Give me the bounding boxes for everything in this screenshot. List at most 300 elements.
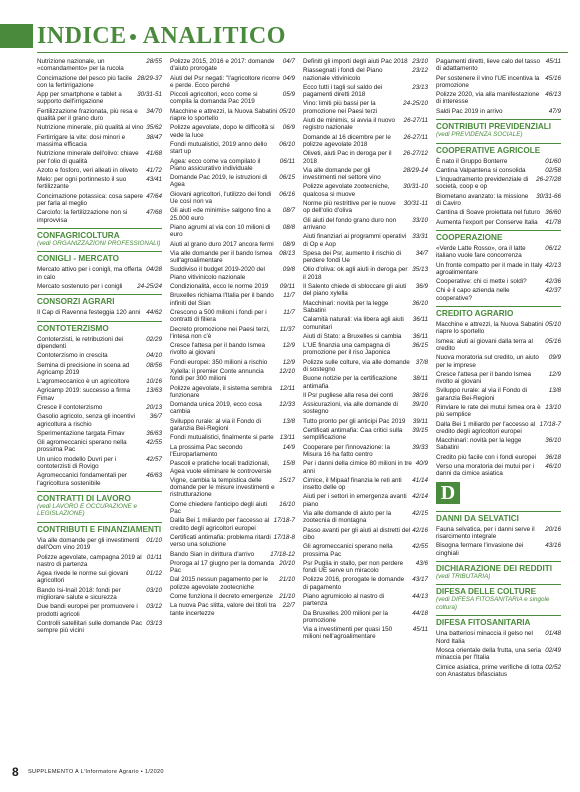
entry-page-ref: 39/33 bbox=[412, 443, 428, 451]
entry-title: Polizze 2016, prorogate le domande di pagamento bbox=[303, 576, 405, 591]
entry-page-ref: 46/13 bbox=[545, 91, 561, 99]
entry-title: Dalla Bei 1 miliardo per l'accesso al credito degli agricoltori europei bbox=[170, 517, 270, 532]
entry-title: Dal 2015 nessun pagamento per le polizze agevolate zootecniche bbox=[170, 576, 269, 591]
index-entry bbox=[303, 67, 428, 82]
entry-page-ref: 38/16 bbox=[412, 391, 428, 399]
entry-title: Aiuti de minimis, si avvia il nuovo registro nazionale bbox=[303, 117, 396, 132]
section-cross-reference: (vedi DIFESA FITOSANITARIA e singole coltura) bbox=[436, 596, 550, 611]
entry-page-ref: 06/9 bbox=[282, 124, 295, 132]
section-title: CONIGLI - MERCATO bbox=[37, 251, 162, 263]
index-entry bbox=[37, 537, 162, 552]
entry-title: Via alle domande per il bando Ismea sull'agroalimentare bbox=[170, 249, 273, 265]
index-entry bbox=[303, 183, 428, 198]
section-cross-reference: (vedi ORGANIZZAZIONI PROFESSIONALI) bbox=[37, 239, 161, 247]
entry-page-ref: 06/15 bbox=[279, 174, 295, 182]
entry-title: Dalla Bei 1 miliardo per l'accesso al credito degli agricoltori europei bbox=[436, 420, 536, 435]
entry-title: Bando Isi-Inail 2018: fondi per migliorare salute e sicurezza bbox=[37, 586, 121, 602]
entry-title: Spesa dei Psr, aumento il rischio di perdere fondi Ue bbox=[303, 249, 402, 265]
entry-page-ref: 41/78 bbox=[545, 218, 561, 226]
entry-page-ref: 01/48 bbox=[545, 630, 561, 638]
index-entry bbox=[303, 560, 428, 575]
entry-title: Oliveti, aiuti Pac in deroga per il 2018 bbox=[303, 150, 392, 165]
entry-title: Xylella: il premier Conte annuncia fondi per 300 milioni bbox=[170, 367, 264, 383]
index-entry bbox=[170, 326, 295, 341]
entry-title: Sperimentazione targata Fimav bbox=[37, 429, 125, 437]
entry-page-ref: 35/62 bbox=[146, 124, 162, 132]
entry-page-ref: 05/10 bbox=[545, 321, 561, 329]
entry-title: Fondi mutualistici, 2019 anno dello start up bbox=[170, 140, 267, 156]
entry-title: Agromeccanici fondamentali per l'agricoltura sostenibile bbox=[37, 472, 127, 487]
entry-page-ref: 13/63 bbox=[146, 387, 162, 395]
entry-page-ref: 02/49 bbox=[545, 646, 561, 654]
entry-page-ref: 08/7 bbox=[282, 207, 295, 215]
entry-title: Contoterzisti, le retribuzioni dei dipendenti bbox=[37, 335, 124, 350]
title-dot-icon bbox=[130, 34, 136, 40]
index-entry bbox=[170, 141, 295, 156]
entry-page-ref: 44/13 bbox=[412, 593, 428, 600]
index-entry bbox=[170, 359, 295, 366]
entry-page-ref: 01/12 bbox=[146, 570, 162, 578]
entry-page-ref: 43/16 bbox=[545, 542, 561, 550]
entry-page-ref: 33/31 bbox=[412, 233, 428, 241]
entry-title: Nutrizione nazionale, un «comandamento» per la rucola bbox=[37, 58, 124, 73]
section-title: CONTOTERZISMO bbox=[37, 321, 162, 333]
entry-title: Gli aiuti del fondo grano duro non arrivano bbox=[303, 216, 397, 231]
entry-page-ref: 30/31-66 bbox=[536, 192, 561, 200]
index-entry bbox=[170, 342, 295, 357]
entry-title: Piano agrumi al via con 10 milioni di euro bbox=[170, 223, 271, 239]
entry-title: Aiuti per i settori in emergenza avanti piano bbox=[303, 493, 407, 508]
entry-page-ref: 08/13 bbox=[279, 249, 295, 257]
entry-title: Assicurazioni, via alle domande di sostegno bbox=[303, 401, 398, 416]
entry-title: Cooperative: chi ci mette i soldi? bbox=[436, 278, 527, 286]
entry-page-ref: 05/10 bbox=[279, 107, 295, 115]
entry-page-ref: 05/9 bbox=[282, 91, 295, 99]
entry-title: Sviluppo rurale: al via il Fondo di garanzia Bei-Regioni bbox=[170, 417, 262, 433]
index-entry bbox=[303, 418, 428, 425]
entry-title: Agea: ecco come va compilato il Piano assicurativo individuale bbox=[170, 157, 261, 172]
index-entry bbox=[436, 158, 561, 165]
entry-page-ref: 42/16 bbox=[412, 526, 428, 534]
entry-page-ref: 13/8 bbox=[282, 417, 295, 425]
section-title: CONTRIBUTI PREVIDENZIALI bbox=[436, 119, 561, 131]
index-entry bbox=[170, 91, 295, 106]
index-entry bbox=[37, 620, 162, 635]
index-entry bbox=[37, 91, 162, 106]
index-entry bbox=[436, 321, 561, 336]
index-entry bbox=[436, 176, 561, 191]
entry-title: Gasolio agricolo, senza gli incentivi agricoltura a rischio bbox=[37, 413, 136, 428]
index-entry bbox=[303, 460, 428, 475]
index-entry bbox=[170, 593, 295, 600]
entry-title: È nato il Gruppo Bonterre bbox=[436, 157, 508, 165]
entry-title: Il Salento chiede di sbloccare gli aiuti del piano xylella bbox=[303, 283, 407, 298]
entry-title: Per sostenere il vino l'UE incentiva la promozione bbox=[436, 74, 540, 89]
index-entry bbox=[436, 108, 561, 115]
index-entry bbox=[436, 167, 561, 174]
index-entry bbox=[303, 375, 428, 390]
index-entry bbox=[303, 117, 428, 132]
entry-page-ref: 30/31-51 bbox=[137, 91, 162, 99]
entry-page-ref: 43/6 bbox=[415, 559, 428, 567]
header-rule bbox=[37, 52, 568, 53]
index-entry bbox=[170, 250, 295, 265]
index-entry bbox=[436, 526, 561, 541]
entry-page-ref: 24-25/10 bbox=[403, 100, 428, 108]
index-entry bbox=[170, 576, 295, 591]
entry-page-ref: 12/11 bbox=[279, 384, 295, 392]
index-entry bbox=[303, 100, 428, 115]
entry-title: Come funziona il decreto emergenze bbox=[170, 593, 273, 600]
section-heading bbox=[37, 294, 162, 306]
section-heading bbox=[436, 143, 561, 155]
entry-title: Per i danni della cimice 80 milioni in tre anni bbox=[303, 460, 412, 475]
index-entry bbox=[170, 602, 295, 617]
index-entry bbox=[170, 241, 295, 248]
entry-page-ref: 45/11 bbox=[545, 58, 561, 65]
entry-page-ref: 36/63 bbox=[146, 429, 162, 437]
entry-title: Polizze agevolate, dopo le difficoltà si vede la luce bbox=[170, 124, 275, 139]
index-entry bbox=[303, 333, 428, 340]
index-columns bbox=[37, 58, 567, 754]
entry-title: Polizze 2020, via alla manifestazione di interesse bbox=[436, 91, 540, 106]
entry-title: Ecco tutti i tagli sul saldo dei pagamenti diretti 2018 bbox=[303, 83, 383, 99]
index-entry bbox=[37, 570, 162, 585]
entry-page-ref: 35/13 bbox=[412, 266, 428, 274]
entry-title: Una batteriosi minaccia il gelso nel Nord Italia bbox=[436, 630, 533, 645]
section-letter-d: D bbox=[436, 482, 460, 504]
index-entry bbox=[37, 209, 162, 224]
entry-page-ref: 38/47 bbox=[146, 133, 162, 141]
entry-page-ref: 03/13 bbox=[146, 619, 162, 627]
entry-page-ref: 20/10 bbox=[279, 559, 295, 567]
entry-title: L'UE finanzia una campagna di promozione per il riso Japonica bbox=[303, 342, 391, 357]
index-entry bbox=[170, 401, 295, 416]
entry-page-ref: 12/33 bbox=[279, 401, 295, 409]
entry-page-ref: 42/36 bbox=[545, 278, 561, 286]
index-entry bbox=[170, 434, 295, 441]
index-entry bbox=[436, 75, 561, 90]
entry-page-ref: 37/8 bbox=[415, 358, 428, 366]
index-entry bbox=[170, 551, 295, 558]
index-entry bbox=[436, 664, 561, 679]
entry-title: Polizze sulle colture, via alle domande di sostegno bbox=[303, 358, 410, 373]
entry-title: Aiuti di Stato: a Bruxelles si cambia bbox=[303, 332, 402, 340]
entry-page-ref: 41/14 bbox=[412, 476, 428, 484]
entry-title: Bisogna fermare l'invasione dei cinghiali bbox=[436, 542, 524, 557]
entry-page-ref: 09/11 bbox=[279, 283, 295, 291]
entry-page-ref: 02/58 bbox=[545, 166, 561, 174]
entry-page-ref: 17/18-8 bbox=[273, 533, 295, 541]
header-accent-bar bbox=[0, 24, 33, 48]
section-heading bbox=[37, 321, 162, 333]
index-entry bbox=[37, 150, 162, 165]
entry-page-ref: 13/10 bbox=[545, 404, 561, 411]
entry-page-ref: 12/9 bbox=[282, 342, 295, 350]
entry-page-ref: 23/12 bbox=[412, 67, 428, 75]
entry-title: Aiuti al grano duro 2017 ancora fermi bbox=[170, 240, 274, 248]
page-header bbox=[0, 22, 580, 52]
entry-page-ref: 43/41 bbox=[146, 176, 162, 184]
index-entry bbox=[170, 534, 295, 549]
entry-title: Il Cap di Ravenna festeggia 120 anni bbox=[37, 309, 141, 317]
entry-page-ref: 42/15 bbox=[412, 510, 428, 518]
entry-page-ref: 33/10 bbox=[412, 216, 428, 224]
entry-page-ref: 36/18 bbox=[545, 453, 561, 461]
entry-title: Proroga al 17 giugno per la domanda Pac bbox=[170, 559, 274, 575]
index-entry bbox=[436, 542, 561, 557]
entry-page-ref: 06/10 bbox=[279, 140, 295, 148]
entry-title: Saldi Pac 2019 in arrivo bbox=[436, 107, 503, 115]
index-entry bbox=[436, 209, 561, 216]
index-entry bbox=[37, 167, 162, 174]
entry-page-ref: 36/10 bbox=[412, 299, 428, 307]
index-entry bbox=[37, 603, 162, 618]
index-entry bbox=[37, 413, 162, 428]
index-entry bbox=[37, 430, 162, 437]
entry-title: Tutto pronto per gli anticipi Pac 2019 bbox=[303, 417, 406, 425]
entry-page-ref: 12/9 bbox=[548, 370, 561, 378]
entry-title: Piccoli agricoltori, ecco come si compila la domanda Pac 2019 bbox=[170, 91, 258, 106]
entry-page-ref: 36/15 bbox=[412, 342, 428, 350]
entry-page-ref: 04/7 bbox=[282, 58, 295, 65]
entry-title: Vigne, cambia la tempistica delle domande per le misure investimenti e ristrutturazione bbox=[170, 476, 275, 499]
entry-title: Agea rivede le norme sui giovani agricoltori bbox=[37, 570, 129, 585]
index-entry bbox=[170, 266, 295, 281]
entry-page-ref: 36/60 bbox=[545, 209, 561, 217]
entry-page-ref: 06/16 bbox=[279, 190, 295, 198]
section-heading bbox=[436, 561, 561, 581]
entry-page-ref: 39/10 bbox=[412, 401, 428, 409]
index-entry bbox=[170, 477, 295, 499]
section-heading bbox=[37, 491, 162, 518]
index-entry bbox=[170, 75, 295, 90]
index-entry bbox=[303, 250, 428, 265]
index-entry bbox=[436, 630, 561, 645]
index-entry bbox=[303, 610, 428, 625]
entry-page-ref: 26-27/11 bbox=[403, 117, 428, 125]
entry-page-ref: 01/11 bbox=[146, 553, 162, 561]
entry-title: Polizze agevolate, il sistema sembra funzionare bbox=[170, 384, 272, 399]
index-entry bbox=[436, 338, 561, 353]
entry-page-ref: 42/57 bbox=[146, 455, 162, 463]
section-title: CREDITO AGRARIO bbox=[436, 306, 561, 318]
entry-title: Via alle domande di aiuto per la zootecnia di montagna bbox=[303, 510, 392, 525]
index-entry bbox=[303, 167, 428, 182]
entry-page-ref: 38/11 bbox=[412, 375, 428, 383]
entry-page-ref: 20/16 bbox=[545, 525, 561, 533]
entry-title: Definiti gli importi degli aiuti Pac 2018 bbox=[303, 58, 408, 65]
entry-page-ref: 11/37 bbox=[279, 325, 295, 333]
entry-title: Passo avanti per gli aiuti al distretti del cibo bbox=[303, 526, 411, 541]
entry-title: Un fronte compatto per il made in Italy agroalimentare bbox=[436, 261, 543, 276]
index-entry bbox=[303, 342, 428, 357]
index-entry bbox=[436, 245, 561, 260]
index-entry bbox=[303, 510, 428, 525]
index-entry bbox=[37, 554, 162, 569]
index-entry bbox=[436, 647, 561, 662]
section-heading bbox=[37, 228, 162, 248]
index-entry bbox=[37, 456, 162, 471]
index-entry bbox=[436, 58, 561, 73]
entry-page-ref: 34/70 bbox=[146, 107, 162, 115]
index-entry bbox=[436, 463, 561, 478]
entry-title: Carciofo: la fertilizzazione non si improvvisa bbox=[37, 209, 128, 224]
entry-title: Piano agrumicolo al nastro di partenza bbox=[303, 593, 385, 608]
entry-title: Agricamp 2019: successo a firma Fimav bbox=[37, 387, 131, 402]
index-entry bbox=[436, 437, 561, 452]
entry-title: Macchinari: novità per la legge Sabatini bbox=[436, 437, 522, 452]
entry-page-ref: 13/8 bbox=[548, 387, 561, 395]
section-title: COOPERATIVE AGRICOLE bbox=[436, 143, 561, 155]
entry-page-ref: 36/9 bbox=[415, 283, 428, 291]
entry-title: Domande Pac 2019, le istruzioni di Agea bbox=[170, 174, 268, 189]
entry-page-ref: 12/9 bbox=[282, 358, 295, 366]
entry-page-ref: 39/11 bbox=[412, 417, 428, 425]
entry-title: Due bandi europei per promuovere i prodotti agricoli bbox=[37, 603, 138, 618]
entry-title: Cimice, il Mipaaf finanzia le reti anti insetto delle op bbox=[303, 476, 402, 492]
entry-title: «Verde Latte Rosso», ora il latte italiano vuole fare concorrenza bbox=[436, 244, 526, 260]
entry-page-ref: 26-27/11 bbox=[403, 133, 428, 141]
index-entry bbox=[303, 217, 428, 232]
entry-title: Suddiviso il budget 2019-2020 del Piano vitivinicolo nazionale bbox=[170, 266, 265, 281]
entry-page-ref: 02/52 bbox=[545, 663, 561, 671]
entry-page-ref: 42/55 bbox=[412, 543, 428, 551]
entry-page-ref: 21/10 bbox=[279, 576, 295, 584]
entry-title: Macchinari: novità per la legge Sabatini bbox=[303, 299, 389, 314]
index-entry bbox=[37, 587, 162, 602]
section-title: CONFAGRICOLTURA bbox=[37, 228, 162, 240]
index-entry bbox=[170, 207, 295, 222]
entry-title: Ismea: aiuti ai giovani dalla terra al credito bbox=[436, 337, 533, 352]
entry-page-ref: 09/8 bbox=[282, 266, 295, 274]
section-heading bbox=[436, 511, 561, 523]
entry-title: Crescono a 500 milioni i fondi per i contratti di filiera bbox=[170, 308, 267, 324]
entry-title: Fertilizzazione frazionata, più resa e qualità per il grano duro bbox=[37, 107, 138, 123]
entry-page-ref: 04/9 bbox=[282, 74, 295, 82]
index-entry bbox=[170, 385, 295, 400]
index-entry bbox=[37, 309, 162, 316]
entry-page-ref: 47/64 bbox=[146, 192, 162, 200]
entry-title: Mercato sostenuto per i conigli bbox=[37, 283, 123, 291]
entry-title: Gli agromeccanici sperano nella prossima Pac bbox=[303, 543, 393, 558]
entry-title: Mercato attivo per i conigli, ma offerta in calo bbox=[37, 266, 142, 281]
entry-page-ref: 30/31-10 bbox=[403, 183, 428, 191]
index-entry bbox=[170, 292, 295, 307]
index-column-4 bbox=[436, 58, 561, 680]
section-heading bbox=[436, 306, 561, 318]
entry-page-ref: 10/16 bbox=[146, 378, 162, 386]
entry-title: Sviluppo rurale: al via il Fondo di garanzia Bei-Regioni bbox=[436, 387, 528, 402]
entry-title: Cooperare per l'innovazione: la Misura 16 ha fatto centro bbox=[303, 443, 390, 458]
entry-page-ref: 28/29-37 bbox=[137, 74, 162, 82]
entry-title: Psr Puglia in stallo, per non perdere fondi UE serve un miracolo bbox=[303, 559, 404, 575]
section-title: COOPERAZIONE bbox=[436, 230, 561, 242]
section-title: CONTRIBUTI E FINANZIAMENTI bbox=[37, 522, 162, 534]
entry-title: Norme più restrittive per le nuove op dell'olio d'oliva bbox=[303, 200, 396, 215]
index-entry bbox=[303, 266, 428, 281]
title-part2: ANALITICO bbox=[142, 23, 286, 49]
entry-page-ref: 17/18-7 bbox=[273, 517, 295, 525]
entry-page-ref: 16/10 bbox=[279, 500, 295, 508]
index-entry bbox=[37, 124, 162, 131]
footer-text: SUPPLEMENTO A L'Informatore Agrario • 1/2020 bbox=[28, 769, 164, 775]
entry-page-ref: 28/55 bbox=[146, 58, 162, 65]
index-entry bbox=[303, 58, 428, 65]
entry-title: Cantina Valpantena si consolida bbox=[436, 166, 526, 174]
index-column-3 bbox=[303, 58, 428, 643]
index-entry bbox=[303, 444, 428, 459]
entry-title: Biometano avanzato: la missione di Caviro bbox=[436, 192, 529, 208]
index-entry bbox=[436, 193, 561, 208]
index-entry bbox=[436, 421, 561, 436]
entry-page-ref: 45/11 bbox=[412, 626, 428, 634]
entry-title: Olio d'oliva: ok agli aiuti in deroga per il 2018 bbox=[303, 266, 408, 281]
index-entry bbox=[170, 444, 295, 459]
entry-page-ref: 36/11 bbox=[412, 316, 428, 324]
entry-page-ref: 40/9 bbox=[415, 460, 428, 468]
entry-title: Rinviare le rate dei mutui Ismea ora è più semplice bbox=[436, 404, 541, 419]
index-entry bbox=[37, 336, 162, 351]
entry-title: Fondi mutualistici, finalmente si parte bbox=[170, 434, 274, 442]
entry-title: Gli aiuti «de minimis» salgono fino a 25.000 euro bbox=[170, 207, 271, 222]
index-entry bbox=[436, 91, 561, 106]
entry-title: Concimazione potassica: cosa sapere per farla al meglio bbox=[37, 192, 144, 208]
entry-title: Macchine e attrezzi, la Nuova Sabatini riapre lo sportello bbox=[436, 321, 544, 336]
page-footer bbox=[0, 765, 580, 779]
index-entry bbox=[37, 266, 162, 281]
entry-title: Domanda unica 2019, ecco cosa cambia bbox=[170, 401, 262, 416]
entry-title: Azoto e fosforo, veri alleati in oliveto bbox=[37, 166, 138, 174]
entry-title: Nuova moratoria sul credito, un aiuto per le imprese bbox=[436, 354, 539, 369]
entry-title: Fertirrigare la vite: dosi minori e massima efficacia bbox=[37, 133, 126, 148]
entry-title: L'agromeccanico è un agricoltore bbox=[37, 378, 130, 386]
entry-title: La nuova Pac slitta, valore dei titoli tra tante incertezze bbox=[170, 602, 277, 617]
section-cross-reference: (vedi TRIBUTARIA) bbox=[436, 572, 491, 580]
entry-page-ref: 44/62 bbox=[146, 309, 162, 317]
entry-page-ref: 23/13 bbox=[412, 83, 428, 91]
entry-page-ref: 46/10 bbox=[545, 463, 561, 471]
section-cross-reference: (vedi LAVORO E OCCUPAZIONE e LEGISLAZIONE) bbox=[37, 502, 137, 518]
entry-page-ref: 47/9 bbox=[548, 107, 561, 115]
entry-title: Chi è il capo azienda nelle cooperative? bbox=[436, 287, 510, 302]
index-entry bbox=[303, 401, 428, 416]
index-entry bbox=[170, 158, 295, 173]
entry-page-ref: 08/9 bbox=[282, 240, 295, 248]
entry-title: Macchine e attrezzi, la Nuova Sabatini riapre lo sportello bbox=[170, 107, 278, 123]
entry-page-ref: 24-25/24 bbox=[137, 283, 162, 291]
index-entry bbox=[170, 108, 295, 123]
entry-page-ref: 44/18 bbox=[412, 609, 428, 617]
entry-title: Riassegnati i fondi del Piano nazionale vitivinicolo bbox=[303, 67, 383, 82]
index-entry bbox=[170, 124, 295, 139]
entry-title: Fondi europei: 350 milioni a rischio bbox=[170, 358, 268, 366]
entry-page-ref: 03/12 bbox=[146, 603, 162, 611]
index-entry bbox=[303, 283, 428, 298]
entry-title: Polizze agevolate zootecniche, qualcosa si muove bbox=[303, 183, 390, 198]
entry-page-ref: 20/13 bbox=[146, 404, 162, 411]
entry-title: Verso una moratoria dei mutui per i danni da cimice asiatica bbox=[436, 463, 535, 478]
entry-page-ref: 11/7 bbox=[283, 292, 295, 300]
entry-title: Via alle domande per gli investimenti nel settore vino bbox=[303, 166, 381, 182]
entry-title: Giovani agricoltori, l'utilizzo dei fondi Ue così non va bbox=[170, 190, 272, 206]
entry-title: Cimice asiatica, prime verifiche di lotta con Anastatus bifasciatus bbox=[436, 663, 544, 678]
entry-page-ref: 21/10 bbox=[279, 593, 295, 600]
entry-page-ref: 41/72 bbox=[146, 166, 162, 174]
entry-page-ref: 34/7 bbox=[415, 249, 428, 257]
index-entry bbox=[303, 626, 428, 641]
section-heading bbox=[436, 584, 561, 611]
